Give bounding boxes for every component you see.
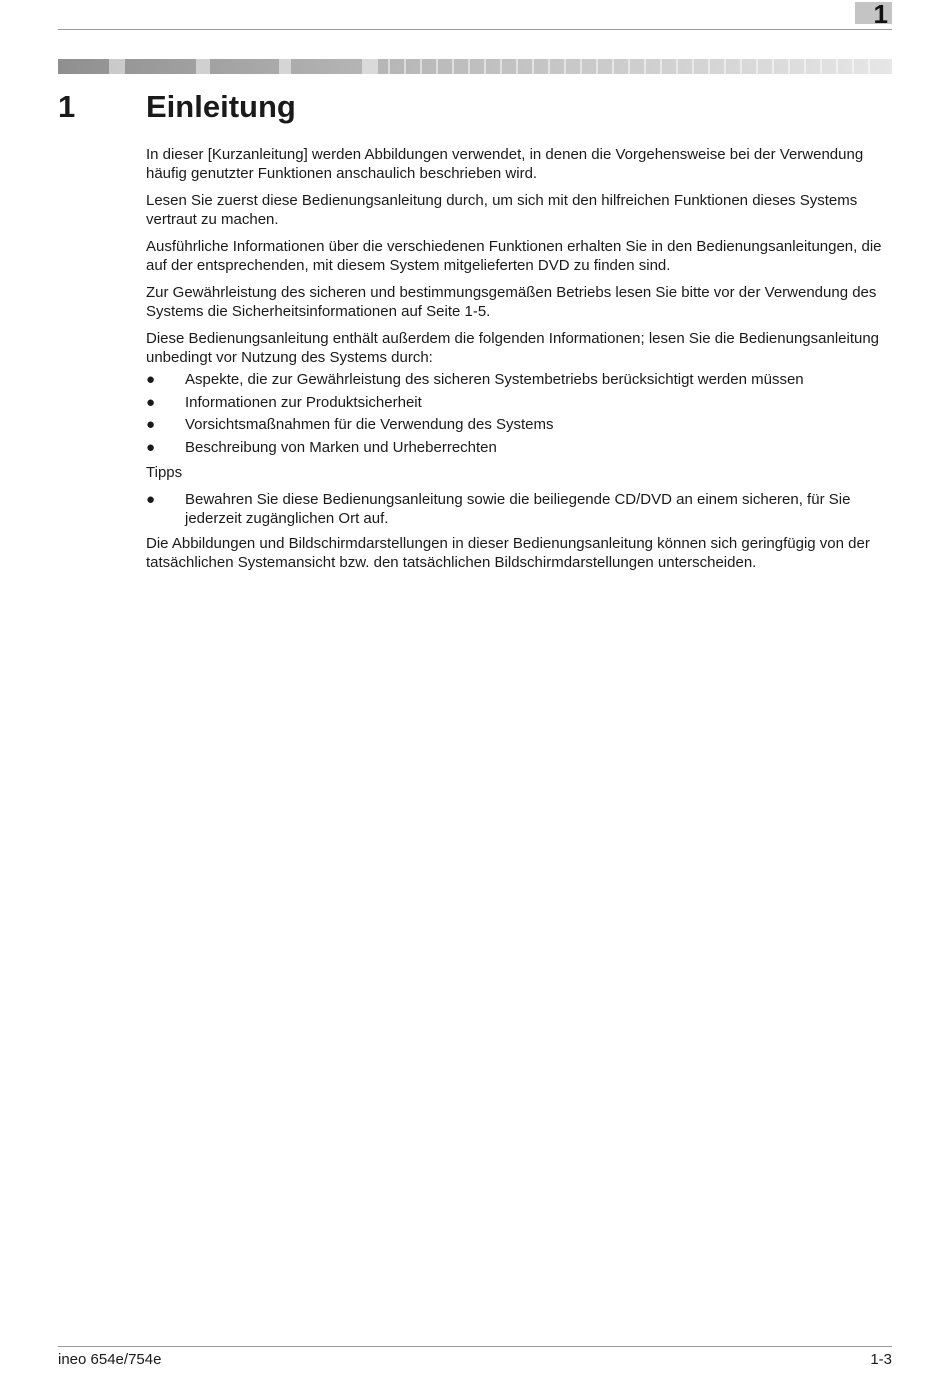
footer-model: ineo 654e/754e [58,1351,162,1368]
chapter-heading [58,86,892,130]
list-item [146,393,892,412]
list-item [146,370,892,389]
footer-rule [58,1346,892,1347]
tips-label: Tipps [146,463,183,481]
bullet-icon: ● [146,393,156,411]
chapter-tab-number: 1 [873,0,888,29]
chapter-title: Einleitung [146,89,296,124]
tips-list [146,490,892,528]
chapter-number: 1 [58,89,76,124]
list-item-text: Vorsichtsmaßnahmen für die Verwendung des Systems [185,416,554,433]
paragraph: Ausführliche Informationen über die verschiedenen Funktionen erhalten Sie in den Bedienungsanleitungen, die auf der entsprechenden, mit diesem System mitgelieferten DVD zu finden sind. [146,238,882,274]
footer-page-number: 1-3 [870,1351,892,1368]
list-item-text: Informationen zur Produktsicherheit [185,393,422,411]
paragraph: Lesen Sie zuerst diese Bedienungsanleitung durch, um sich mit den hilfreichen Funktionen dieses Systems vertraut zu machen. [146,192,858,228]
list-item-text: Aspekte, die zur Gewährleistung des sicheren Systembetriebs berücksichtigt werden müssen [185,371,804,388]
paragraph: Diese Bedienungsanleitung enthält außerdem die folgenden Informationen; lesen Sie die Bedienungsanleitung unbedingt vor Nutzung des Systems durch: [146,330,880,366]
decorative-gradient-band [58,59,892,74]
list-item [146,438,892,457]
bullet-icon: ● [146,371,156,388]
bullet-icon: ● [146,416,156,433]
list-item-text: Beschreibung von Marken und Urheberrechten [185,438,497,456]
info-list [146,370,892,457]
bullet-icon: ● [146,490,156,508]
paragraph: Zur Gewährleistung des sicheren und bestimmungsgemäßen Betriebs lesen Sie bitte vor der Verwendung des Systems die Sicherheitsinformationen auf Seite 1-5. [146,284,877,320]
list-item-text: Bewahren Sie diese Bedienungsanleitung sowie die beiliegende CD/DVD an einem sicheren, für Sie jederzeit zugänglichen Ort auf. [185,490,851,527]
bullet-icon: ● [146,438,156,456]
main-content [146,145,892,580]
list-item [146,415,892,434]
paragraph: In dieser [Kurzanleitung] werden Abbildungen verwendet, in denen die Vorgehensweise bei der Verwendung häufig genutzter Funktionen anschaulich beschrieben wird. [146,146,864,182]
list-item [146,490,892,528]
header-rule [58,29,892,30]
closing-paragraph: Die Abbildungen und Bildschirmdarstellungen in dieser Bedienungsanleitung können sich geringfügig von der tatsächlichen Systemansicht bzw. den tatsächlichen Bildschirmdarstellungen unterscheiden. [146,534,870,571]
chapter-tab [855,0,892,29]
